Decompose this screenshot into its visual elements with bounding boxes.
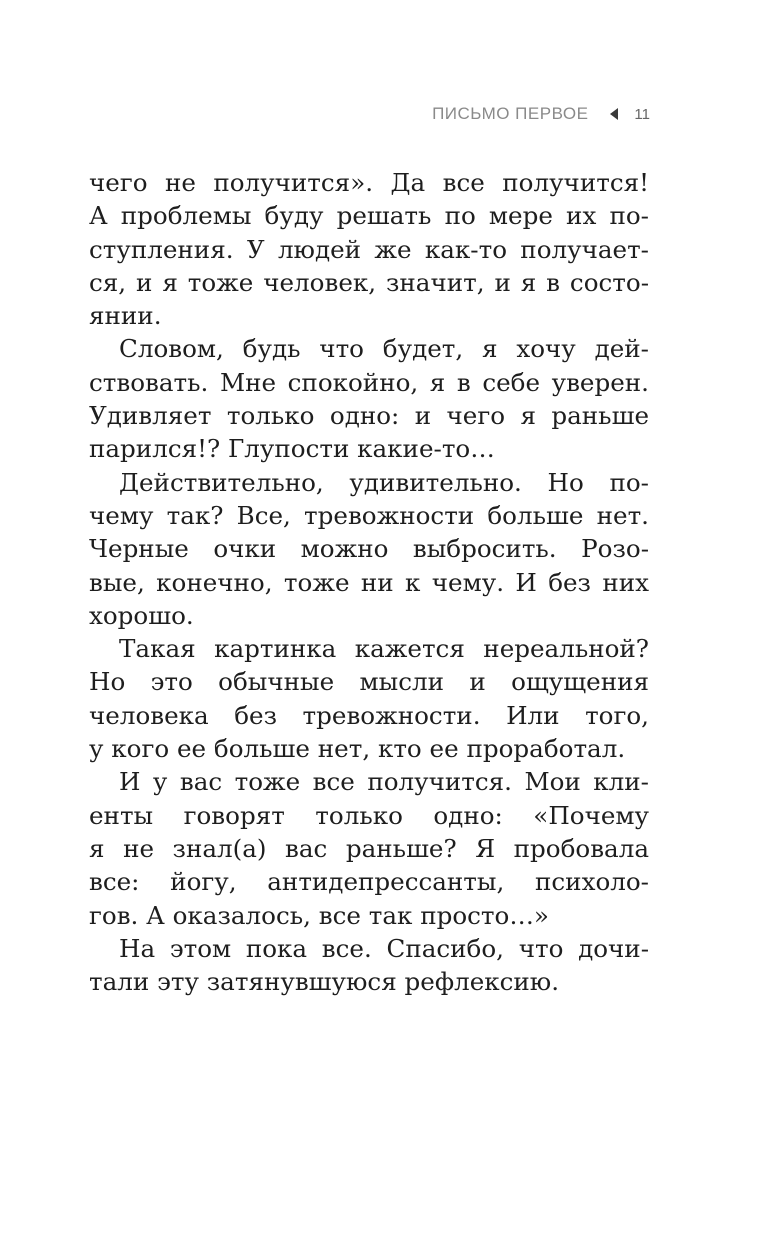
text-line: ствовать. Мне спокойно, я в себе уверен. <box>89 367 649 397</box>
text-line: все: йогу, антидепрессанты, психоло- <box>89 867 649 897</box>
text-line: Удивляет только одно: и чего я раньше <box>89 401 649 431</box>
text-line: у кого ее больше нет, кто ее проработал. <box>89 734 626 764</box>
text-line: Черные очки можно выбросить. Розо- <box>89 534 649 564</box>
text-line: парился!? Глупости какие-то… <box>89 434 495 464</box>
body-text <box>89 166 649 998</box>
text-line: ся, и я тоже человек, значит, и я в состо- <box>89 267 649 297</box>
paragraph <box>89 765 649 931</box>
text-line: янии. <box>89 301 162 331</box>
text-line: Но это обычные мысли и ощущения <box>89 667 649 697</box>
paragraph <box>89 466 649 632</box>
page-number: 11 <box>634 105 650 123</box>
text-line: тали эту затянувшуюся рефлексию. <box>89 967 560 997</box>
text-line: А проблемы буду решать по мере их по- <box>89 201 649 231</box>
text-line: Действительно, удивительно. Но по- <box>119 467 649 497</box>
text-line: Словом, будь что будет, я хочу дей- <box>119 334 649 364</box>
text-line: чего не получится». Да все получится! <box>89 168 649 197</box>
left-triangle-marker-icon <box>610 108 618 120</box>
text-line: енты говорят только одно: «Почему <box>89 800 649 830</box>
text-line: На этом пока все. Спасибо, что дочи- <box>119 933 649 963</box>
paragraph <box>89 932 649 999</box>
text-line: хорошо. <box>89 600 194 630</box>
text-line: вые, конечно, тоже ни к чему. И без них <box>89 567 649 597</box>
text-line: ступления. У людей же как-то получает- <box>89 234 649 264</box>
text-line: И у вас тоже все получится. Мои кли- <box>119 767 649 797</box>
text-line: я не знал(а) вас раньше? Я пробовала <box>89 833 649 863</box>
paragraph <box>89 166 649 332</box>
paragraph <box>89 632 649 765</box>
text-line: чему так? Все, тревожности больше нет. <box>89 500 649 530</box>
paragraph <box>89 332 649 465</box>
text-line: гов. А оказалось, все так просто…» <box>89 900 549 930</box>
chapter-title: ПИСЬМО ПЕРВОЕ <box>432 104 589 123</box>
text-line: Такая картинка кажется нереальной? <box>119 634 649 664</box>
running-header <box>432 104 650 124</box>
text-line: человека без тревожности. Или того, <box>89 700 649 730</box>
